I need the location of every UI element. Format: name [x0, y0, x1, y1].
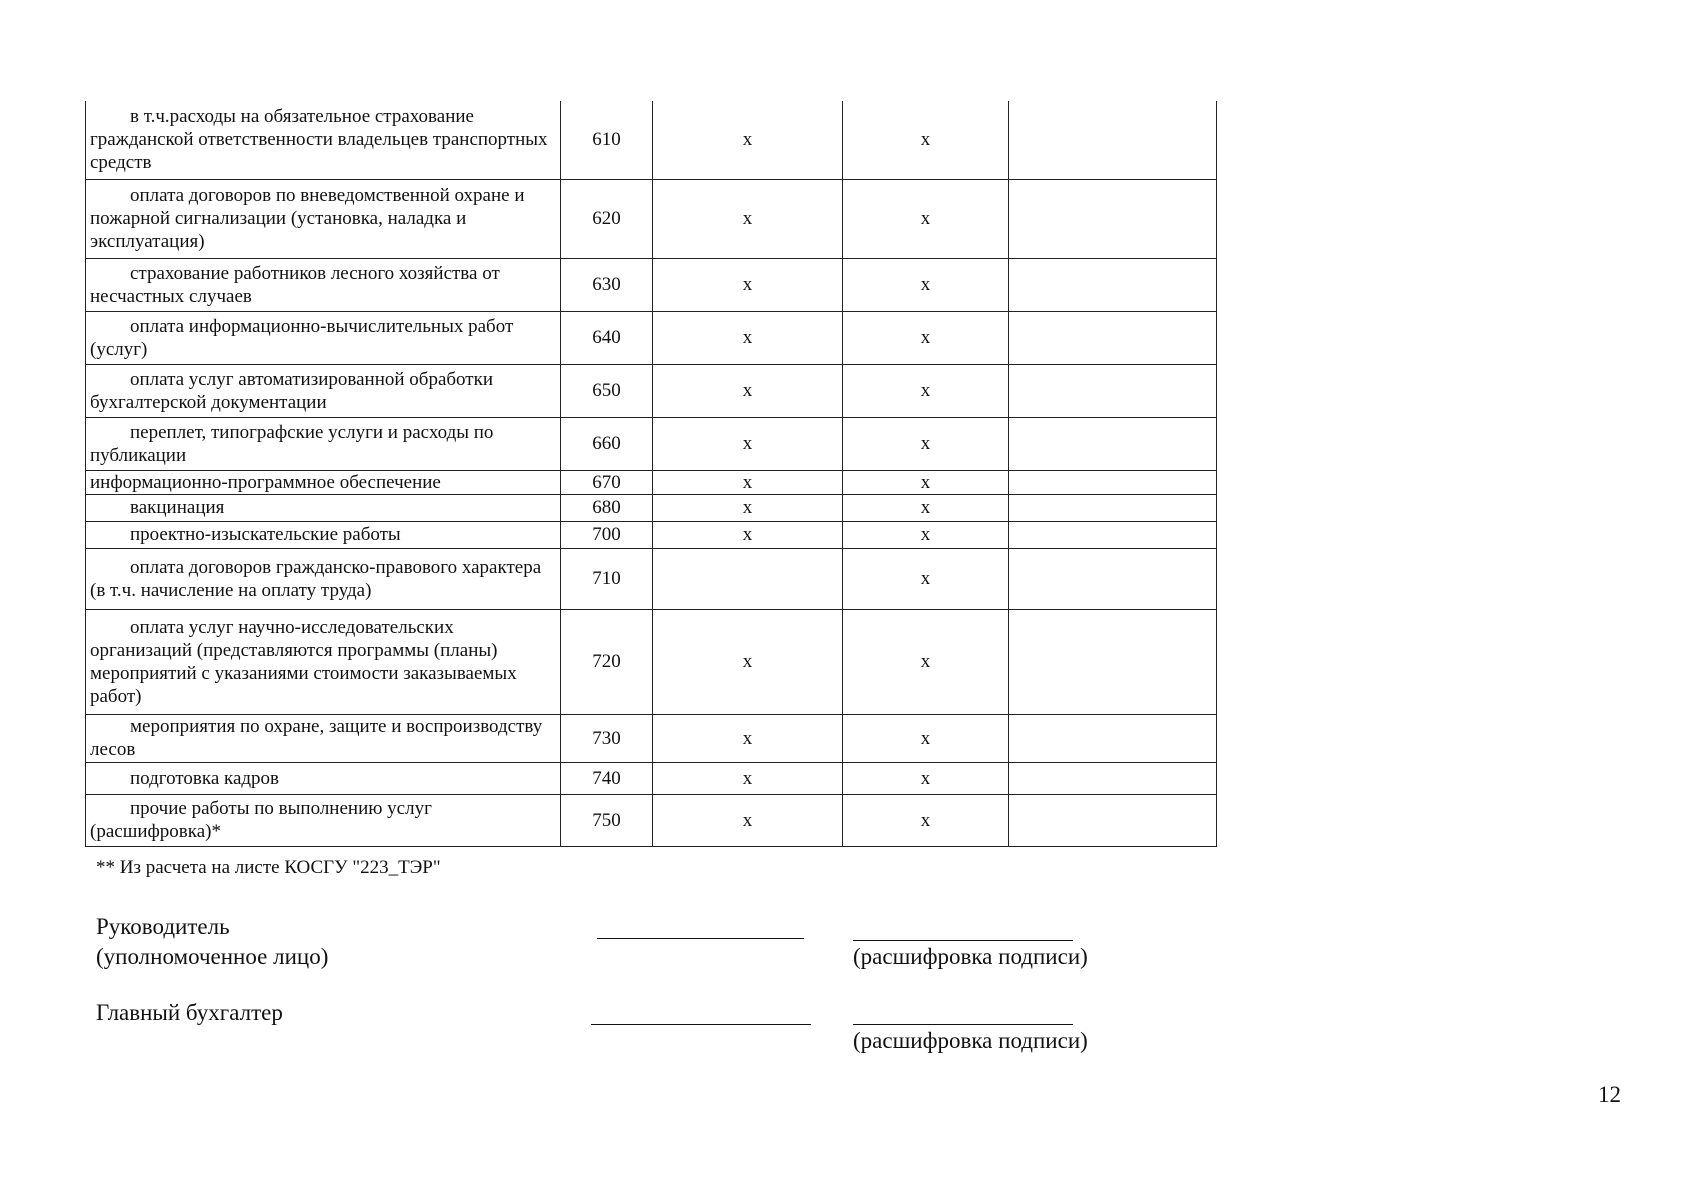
table-row	[86, 714, 1217, 762]
row-cell-col3: х	[653, 101, 843, 179]
row-cell-col3: х	[653, 762, 843, 794]
row-description	[86, 521, 561, 548]
row-code: 670	[561, 470, 653, 494]
row-description	[86, 364, 561, 417]
row-code: 700	[561, 521, 653, 548]
row-cell-col4: х	[843, 794, 1009, 846]
row-cell-col3: х	[653, 364, 843, 417]
row-cell-col4: х	[843, 494, 1009, 521]
row-description	[86, 470, 561, 494]
row-cell-col3: х	[653, 470, 843, 494]
row-cell-col3: х	[653, 258, 843, 311]
row-code: 630	[561, 258, 653, 311]
row-code: 640	[561, 311, 653, 364]
row-description	[86, 179, 561, 258]
row-cell-col3: х	[653, 179, 843, 258]
table-row	[86, 258, 1217, 311]
row-cell-col4: х	[843, 179, 1009, 258]
row-description-text: страхование работников лесного хозяйства от несчастных случаев	[90, 262, 500, 307]
row-cell-col4: х	[843, 101, 1009, 179]
row-cell-col4: х	[843, 364, 1009, 417]
table-row	[86, 417, 1217, 470]
row-cell-col4: х	[843, 548, 1009, 609]
row-cell-col5	[1009, 548, 1217, 609]
row-cell-col5	[1009, 311, 1217, 364]
row-description-text: оплата информационно-вычислительных работ (услуг)	[90, 315, 514, 360]
head-signature-line	[597, 938, 804, 939]
row-description-text: в т.ч.расходы на обязательное страхование гражданской ответственности владельцев транспортных средств	[90, 106, 548, 174]
row-description	[86, 794, 561, 846]
row-code: 620	[561, 179, 653, 258]
row-description-text: оплата услуг автоматизированной обработки бухгалтерской документации	[90, 368, 493, 413]
row-description-text: оплата договоров по вневедомственной охране и пожарной сигнализации (установка, наладка и эксплуатация)	[90, 185, 525, 252]
row-cell-col5	[1009, 364, 1217, 417]
row-description-text: оплата договоров гражданско-правового характера (в т.ч. начисление на оплату труда)	[90, 556, 542, 601]
row-cell-col5	[1009, 714, 1217, 762]
row-code: 740	[561, 762, 653, 794]
row-description-text: проектно-изыскательские работы	[130, 524, 401, 545]
row-cell-col5	[1009, 521, 1217, 548]
row-cell-col3: х	[653, 794, 843, 846]
table-row	[86, 311, 1217, 364]
row-cell-col4: х	[843, 762, 1009, 794]
row-description	[86, 258, 561, 311]
row-code: 720	[561, 609, 653, 714]
row-cell-col4: х	[843, 417, 1009, 470]
table-row	[86, 470, 1217, 494]
row-cell-col5	[1009, 762, 1217, 794]
row-cell-col4: х	[843, 258, 1009, 311]
row-cell-col4: х	[843, 714, 1009, 762]
row-code: 650	[561, 364, 653, 417]
head-signature-label	[96, 912, 328, 972]
row-description-text: оплата услуг научно-исследовательских организаций (представляются программы (планы) мероприятий с указаниями стоимости заказываемых работ)	[90, 616, 517, 707]
head-decode-label: (расшифровка подписи)	[853, 944, 1088, 969]
accountant-decode-line	[853, 1024, 1073, 1025]
row-code: 680	[561, 494, 653, 521]
row-cell-col4: х	[843, 311, 1009, 364]
row-cell-col5	[1009, 417, 1217, 470]
table-row	[86, 548, 1217, 609]
row-description	[86, 548, 561, 609]
row-description-text: вакцинация	[130, 497, 225, 518]
row-cell-col5	[1009, 794, 1217, 846]
row-cell-col5	[1009, 609, 1217, 714]
row-code: 730	[561, 714, 653, 762]
table-row	[86, 762, 1217, 794]
row-cell-col4: х	[843, 470, 1009, 494]
row-description	[86, 101, 561, 179]
row-cell-col3: х	[653, 494, 843, 521]
table-row	[86, 521, 1217, 548]
table-row	[86, 609, 1217, 714]
expense-table-body	[86, 101, 1217, 846]
head-title: Руководитель	[96, 914, 230, 939]
row-code: 710	[561, 548, 653, 609]
row-description-text: информационно-программное обеспечение	[90, 471, 441, 493]
row-cell-col5	[1009, 494, 1217, 521]
row-cell-col5	[1009, 101, 1217, 179]
table-row	[86, 101, 1217, 179]
row-code: 610	[561, 101, 653, 179]
table-row	[86, 494, 1217, 521]
table-row	[86, 794, 1217, 846]
row-cell-col3: х	[653, 609, 843, 714]
row-description-text: мероприятия по охране, защите и воспроизводству лесов	[90, 716, 543, 760]
accountant-decode-label: (расшифровка подписи)	[853, 1028, 1088, 1053]
row-cell-col4: х	[843, 609, 1009, 714]
row-description	[86, 762, 561, 794]
row-description	[86, 311, 561, 364]
footnote: ** Из расчета на листе КОСГУ "223_ТЭР"	[96, 857, 441, 878]
table-row	[86, 364, 1217, 417]
row-cell-col3	[653, 548, 843, 609]
head-subtitle: (уполномоченное лицо)	[96, 944, 329, 969]
row-cell-col3: х	[653, 521, 843, 548]
row-cell-col5	[1009, 470, 1217, 494]
row-cell-col3: х	[653, 714, 843, 762]
row-code: 750	[561, 794, 653, 846]
row-cell-col3: х	[653, 311, 843, 364]
row-description	[86, 494, 561, 521]
expense-table	[85, 101, 1217, 847]
page-number: 12	[1598, 1082, 1621, 1107]
accountant-label: Главный бухгалтер	[96, 1000, 283, 1025]
row-cell-col5	[1009, 179, 1217, 258]
row-cell-col3: х	[653, 417, 843, 470]
row-description	[86, 609, 561, 714]
row-description-text: переплет, типографские услуги и расходы по публикации	[90, 421, 494, 466]
row-code: 660	[561, 417, 653, 470]
row-description-text: подготовка кадров	[130, 767, 280, 789]
row-description	[86, 714, 561, 762]
row-description	[86, 417, 561, 470]
table-row	[86, 179, 1217, 258]
accountant-signature-line	[591, 1024, 811, 1025]
row-cell-col5	[1009, 258, 1217, 311]
row-cell-col4: х	[843, 521, 1009, 548]
row-description-text: прочие работы по выполнению услуг (расшифровка)*	[90, 798, 432, 842]
head-decode-line	[853, 940, 1073, 941]
